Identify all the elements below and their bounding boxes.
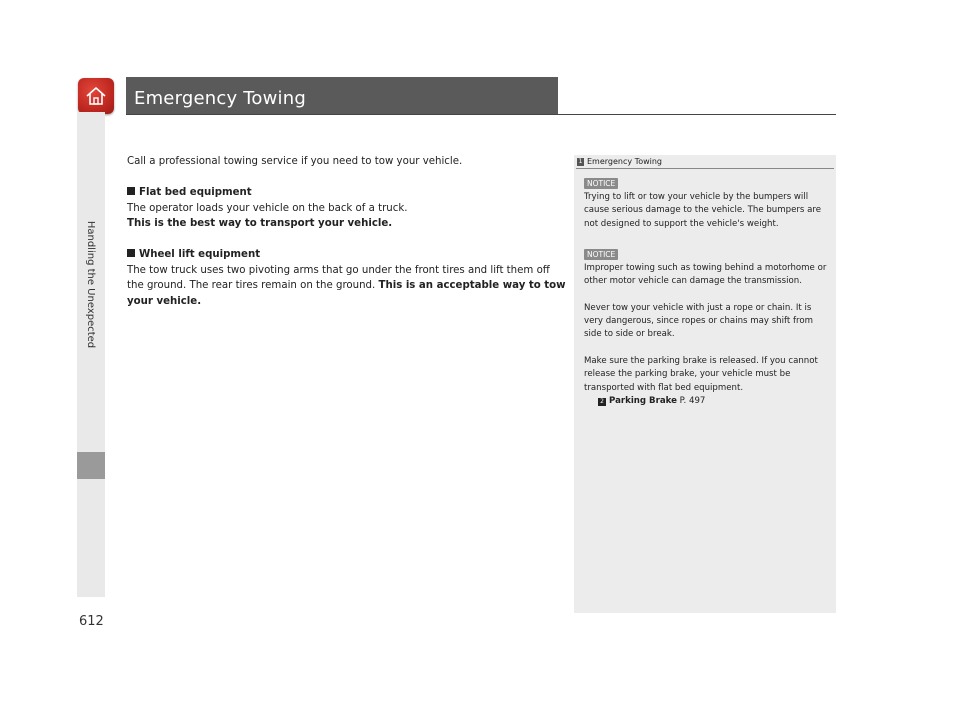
section-label xyxy=(77,116,105,452)
flat-bed-text: The operator loads your vehicle on the back of a truck. xyxy=(127,202,408,214)
page-number: 612 xyxy=(79,614,104,629)
main-content xyxy=(127,154,567,309)
notice-text-transmission: Improper towing such as towing behind a motorhome or other motor vehicle can damage the transmission. Never tow your vehicle with just a rope or chain. It is very dangerous, since ropes or chains may shift from side to side or break. Make sure the parking brake is released. If you cannot release the parking brake, your vehicle must be transported with flat bed equipment. 2 Parking Brake P. 497 xyxy=(584,262,829,408)
home-button[interactable] xyxy=(78,78,114,114)
note-heading: 1 Emergency Towing xyxy=(578,157,662,166)
notice-text-bumpers: Trying to lift or tow your vehicle by the bumpers will cause serious damage to the vehicle. The bumpers are not designed to support the vehicle's weight. xyxy=(584,192,821,229)
wheel-lift-heading: Wheel lift equipment xyxy=(127,247,567,263)
cross-reference-icon: 2 xyxy=(598,398,606,406)
notice-badge: NOTICE xyxy=(584,249,618,260)
flat-bed-emphasis: This is the best way to transport your vehicle. xyxy=(127,218,393,229)
home-icon xyxy=(84,85,108,107)
wheel-lift-text: The tow truck uses two pivoting arms that go under the front tires and lift them off the ground. The rear tires remain on the ground. This is an acceptable way to tow your vehicle. xyxy=(127,264,566,307)
intro-text: Call a professional towing service if you need to tow your vehicle. xyxy=(127,156,463,167)
page-title-bar xyxy=(126,77,558,114)
flat-bed-heading: Flat bed equipment xyxy=(127,185,567,201)
note-divider xyxy=(576,168,834,169)
parking-brake-text: Make sure the parking brake is released. If you cannot release the parking brake, your vehicle must be transported with flat bed equipment. xyxy=(584,356,818,393)
square-bullet-icon xyxy=(127,187,135,195)
section-tab-lower xyxy=(77,479,105,597)
page-title: Emergency Towing xyxy=(134,88,306,109)
section-tab-marker xyxy=(77,452,105,479)
note-marker-icon: 1 xyxy=(578,157,583,165)
rope-warning-text: Never tow your vehicle with just a rope or chain. It is very dangerous, since ropes or chains may shift from side to side or break. xyxy=(584,302,813,340)
parking-brake-link[interactable]: 2 Parking Brake P. 497 xyxy=(584,395,829,408)
notice-badge: NOTICE xyxy=(584,178,618,189)
section-label-text: Handling the Unexpected xyxy=(85,220,97,348)
title-divider xyxy=(126,114,836,115)
square-bullet-icon xyxy=(127,249,135,257)
